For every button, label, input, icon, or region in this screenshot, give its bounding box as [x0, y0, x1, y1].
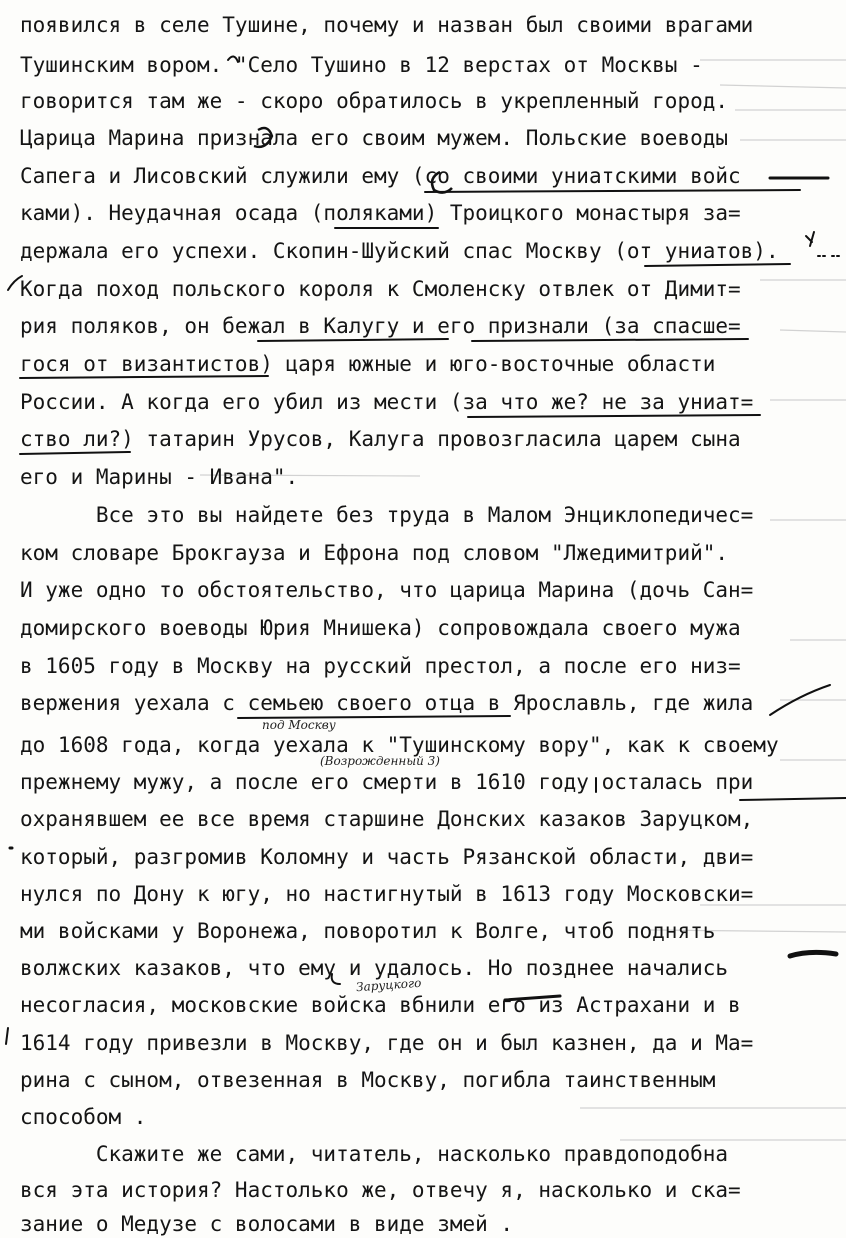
- text-line: до 1608 года, когда уехала к "Тушинскому вору", как к своему: [20, 733, 779, 757]
- text-line: держала его успехи. Скопин-Шуйский спас Москву (от униатов).: [20, 239, 779, 263]
- text-line: ками). Неудачная осада (поляками) Троицкого монастыря за=: [20, 201, 741, 225]
- text-line: России. А когда его убил из мести (за что же? не за униат=: [20, 390, 754, 414]
- text-line: появился в селе Тушине, почему и назван был своими врагами: [20, 13, 754, 37]
- text-line: вержения уехала с семьею своего отца в Ярославль, где жила: [20, 691, 754, 715]
- text-line: который, разгромив Коломну и часть Рязанской области, дви=: [20, 845, 754, 869]
- text-line: рина с сыном, отвезенная в Москву, погибла таинственным: [20, 1068, 716, 1092]
- text-line: вся эта история? Настолько же, отвечу я, насколько и ска=: [20, 1178, 741, 1202]
- text-line: нулся по Дону к югу, но настигнутый в 1613 году Московски=: [20, 882, 754, 906]
- text-line: в 1605 году в Москву на русский престол, а после его низ=: [20, 654, 741, 678]
- text-line: Сапега и Лисовский служили ему (со своими униатскими войс: [20, 164, 741, 188]
- handwritten-note: Заруцкого: [355, 975, 422, 995]
- text-line: И уже одно то обстоятельство, что царица Марина (дочь Сан=: [20, 578, 754, 602]
- text-line: ком словаре Брокгауза и Ефрона под словом "Лжедимитрий".: [20, 541, 729, 565]
- text-line: 1614 году привезли в Москву, где он и был казнен, да и Ма=: [20, 1031, 754, 1055]
- text-line: охранявшем ее все время старшине Донских казаков Заруцком,: [20, 807, 754, 831]
- text-line: говорится там же - скоро обратилось в укрепленный город.: [20, 89, 729, 113]
- text-line: его и Марины - Ивана".: [20, 465, 299, 489]
- text-line: ми войсками у Воронежа, поворотил к Волге, чтоб поднять: [20, 919, 716, 943]
- text-line: рия поляков, он бежал в Калугу и его признали (за спасше=: [20, 314, 741, 338]
- text-line: гося от византистов) царя южные и юго-восточные области: [20, 352, 716, 376]
- text-line: зание о Медузе с волосами в виде змей .: [20, 1212, 514, 1236]
- text-line: Скажите же сами, читатель, насколько правдоподобна: [20, 1142, 729, 1166]
- text-line: волжских казаков, что ему и удалось. Но позднее начались: [20, 956, 729, 980]
- text-line: способом .: [20, 1105, 147, 1129]
- text-line: ство ли?) татарин Урусов, Калуга провозгласила царем сына: [20, 427, 741, 451]
- text-line: Когда поход польского короля к Смоленску отвлек от Димит=: [20, 277, 741, 301]
- handwritten-note: под Москву: [262, 718, 336, 732]
- text-line: несогласия, московские войска вбнили его из Астрахани и в: [20, 993, 741, 1017]
- text-line: прежнему мужу, а после его смерти в 1610 году осталась при: [20, 770, 754, 794]
- text-line: Все это вы найдете без труда в Малом Энциклопедичес=: [20, 503, 754, 527]
- text-line: Тушинским вором. "Село Тушино в 12 верстах от Москвы -: [20, 53, 703, 77]
- text-line: домирского воеводы Юрия Мнишека) сопровождала своего мужа: [20, 616, 741, 640]
- handwritten-note: (Возрожденный 3): [320, 754, 440, 768]
- text-line: Царица Марина признала его своим мужем. Польские воеводы: [20, 126, 729, 150]
